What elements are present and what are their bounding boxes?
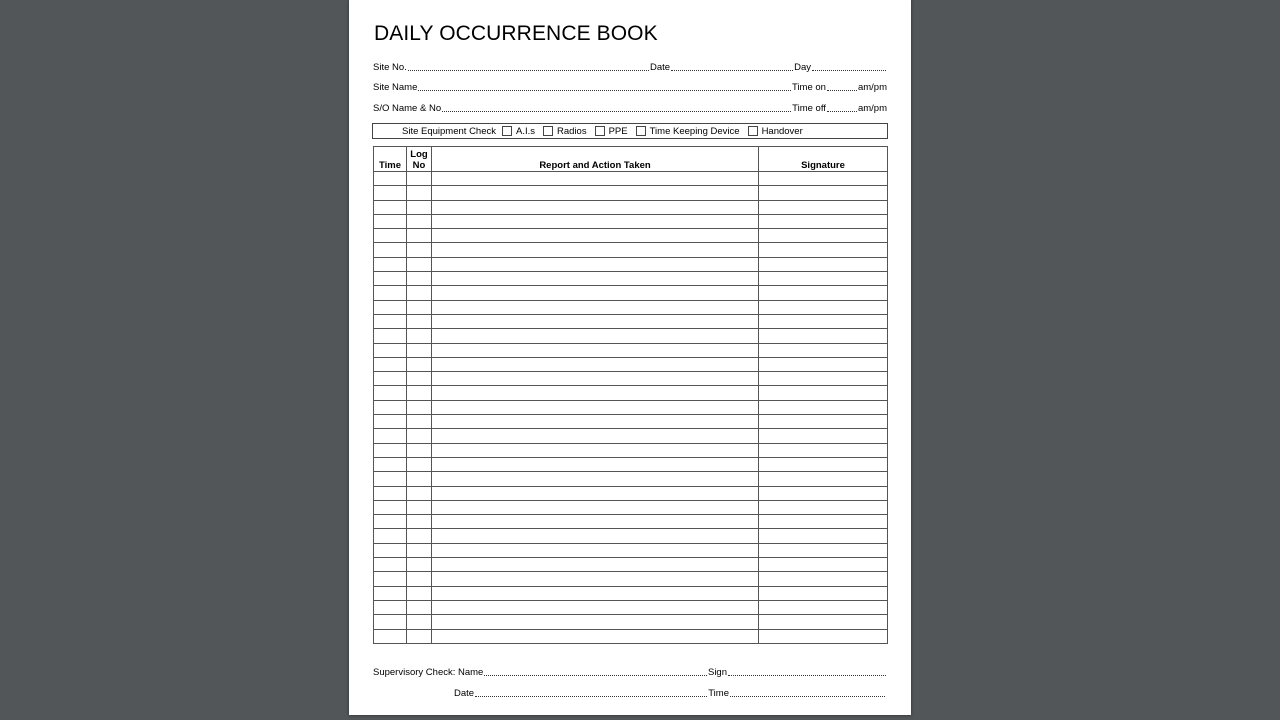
report-cell[interactable]: [432, 443, 759, 457]
table-row: [374, 272, 888, 286]
signature-cell[interactable]: [759, 329, 888, 343]
report-cell[interactable]: [432, 214, 759, 228]
checkbox-ppe[interactable]: [595, 126, 628, 137]
table-row: [374, 300, 888, 314]
report-cell[interactable]: [432, 300, 759, 314]
time-cell[interactable]: [374, 172, 407, 186]
log-no-cell[interactable]: [407, 486, 432, 500]
report-cell[interactable]: [432, 172, 759, 186]
header-signature: Signature: [759, 147, 888, 172]
table-row: [374, 229, 888, 243]
report-cell[interactable]: [432, 629, 759, 643]
signature-cell[interactable]: [759, 429, 888, 443]
report-cell[interactable]: [432, 486, 759, 500]
footer-time-field[interactable]: [730, 695, 885, 697]
site-no-label: Site No.: [373, 62, 407, 73]
time-cell[interactable]: [374, 472, 407, 486]
log-no-cell[interactable]: [407, 200, 432, 214]
signature-cell[interactable]: [759, 286, 888, 300]
document-page: [349, 0, 911, 715]
log-no-cell[interactable]: [407, 214, 432, 228]
time-on-ampm: am/pm: [857, 82, 887, 93]
report-cell[interactable]: [432, 272, 759, 286]
time-cell[interactable]: [374, 443, 407, 457]
log-no-cell[interactable]: [407, 386, 432, 400]
site-name-field[interactable]: [418, 89, 791, 91]
time-cell[interactable]: [374, 214, 407, 228]
time-cell[interactable]: [374, 572, 407, 586]
log-no-cell[interactable]: [407, 543, 432, 557]
checkbox-handover-label: Handover: [761, 125, 803, 137]
report-cell[interactable]: [432, 243, 759, 257]
table-row: [374, 172, 888, 186]
time-cell[interactable]: [374, 629, 407, 643]
signature-cell[interactable]: [759, 529, 888, 543]
table-row: [374, 515, 888, 529]
footer-date-field[interactable]: [475, 695, 707, 697]
report-cell[interactable]: [432, 229, 759, 243]
table-row: [374, 357, 888, 371]
site-no-row: [373, 61, 887, 73]
report-cell[interactable]: [432, 615, 759, 629]
table-body: [374, 172, 888, 644]
table-row: [374, 629, 888, 643]
report-cell[interactable]: [432, 257, 759, 271]
time-cell[interactable]: [374, 429, 407, 443]
report-cell[interactable]: [432, 472, 759, 486]
checkbox-icon[interactable]: [502, 126, 512, 136]
signature-cell[interactable]: [759, 443, 888, 457]
footer-time-label: Time: [708, 688, 729, 699]
site-name-row: [373, 81, 887, 93]
checkbox-radios[interactable]: [543, 126, 587, 137]
sign-label: Sign: [707, 667, 727, 678]
signature-cell[interactable]: [759, 572, 888, 586]
log-no-cell[interactable]: [407, 629, 432, 643]
time-cell[interactable]: [374, 500, 407, 514]
signature-cell[interactable]: [759, 415, 888, 429]
occurrence-log-table: [373, 146, 888, 644]
log-no-cell[interactable]: [407, 343, 432, 357]
table-row: [374, 615, 888, 629]
time-cell[interactable]: [374, 558, 407, 572]
log-no-cell[interactable]: [407, 229, 432, 243]
header-time: Time: [374, 147, 407, 172]
so-name-label: S/O Name & No: [373, 103, 442, 114]
signature-cell[interactable]: [759, 457, 888, 471]
signature-cell[interactable]: [759, 586, 888, 600]
log-no-cell[interactable]: [407, 372, 432, 386]
signature-cell[interactable]: [759, 343, 888, 357]
table-row: [374, 186, 888, 200]
header-log-no: Log No: [407, 147, 432, 172]
log-no-cell[interactable]: [407, 272, 432, 286]
signature-cell[interactable]: [759, 357, 888, 371]
time-cell[interactable]: [374, 272, 407, 286]
time-cell[interactable]: [374, 457, 407, 471]
signature-cell[interactable]: [759, 186, 888, 200]
equipment-check-box: [372, 123, 888, 139]
log-no-cell[interactable]: [407, 186, 432, 200]
table-row: [374, 214, 888, 228]
supervisor-name-field[interactable]: [484, 674, 707, 676]
report-cell[interactable]: [432, 400, 759, 414]
signature-cell[interactable]: [759, 272, 888, 286]
checkbox-ppe-label: PPE: [608, 125, 628, 137]
log-no-cell[interactable]: [407, 472, 432, 486]
checkbox-icon[interactable]: [543, 126, 553, 136]
time-cell[interactable]: [374, 257, 407, 271]
time-cell[interactable]: [374, 200, 407, 214]
table-row: [374, 543, 888, 557]
report-cell[interactable]: [432, 357, 759, 371]
log-no-cell[interactable]: [407, 300, 432, 314]
date-label: Date: [650, 62, 671, 73]
checkbox-time-keeping[interactable]: [636, 126, 740, 137]
table-row: [374, 372, 888, 386]
table-row: [374, 415, 888, 429]
checkbox-ais[interactable]: [502, 126, 535, 137]
signature-cell[interactable]: [759, 214, 888, 228]
table-row: [374, 400, 888, 414]
log-no-cell[interactable]: [407, 500, 432, 514]
site-no-field[interactable]: [408, 69, 649, 71]
report-cell[interactable]: [432, 186, 759, 200]
log-no-cell[interactable]: [407, 314, 432, 328]
table-row: [374, 443, 888, 457]
log-no-cell[interactable]: [407, 586, 432, 600]
log-no-cell[interactable]: [407, 243, 432, 257]
table-row: [374, 486, 888, 500]
table-header-row: [374, 147, 888, 172]
checkbox-handover[interactable]: [748, 126, 803, 137]
table-row: [374, 257, 888, 271]
time-cell[interactable]: [374, 186, 407, 200]
equipment-check-label: Site Equipment Check: [402, 125, 496, 137]
sign-field[interactable]: [728, 674, 886, 676]
log-no-cell[interactable]: [407, 357, 432, 371]
log-no-cell[interactable]: [407, 415, 432, 429]
log-no-cell[interactable]: [407, 457, 432, 471]
signature-cell[interactable]: [759, 372, 888, 386]
checkbox-ais-label: A.I.s: [516, 125, 536, 137]
log-no-cell[interactable]: [407, 400, 432, 414]
time-cell[interactable]: [374, 515, 407, 529]
report-cell[interactable]: [432, 515, 759, 529]
time-off-label: Time off: [792, 103, 826, 114]
report-cell[interactable]: [432, 429, 759, 443]
report-cell[interactable]: [432, 343, 759, 357]
time-cell[interactable]: [374, 314, 407, 328]
time-cell[interactable]: [374, 486, 407, 500]
log-no-cell[interactable]: [407, 600, 432, 614]
checkbox-time-keeping-label: Time Keeping Device: [649, 125, 740, 137]
checkbox-radios-label: Radios: [557, 125, 587, 137]
table-row: [374, 457, 888, 471]
table-row: [374, 600, 888, 614]
report-cell[interactable]: [432, 386, 759, 400]
day-label: Day: [794, 62, 811, 73]
report-cell[interactable]: [432, 286, 759, 300]
checkbox-icon[interactable]: [748, 126, 758, 136]
time-cell[interactable]: [374, 343, 407, 357]
signature-cell[interactable]: [759, 500, 888, 514]
table-row: [374, 200, 888, 214]
page-title: DAILY OCCURRENCE BOOK: [374, 22, 658, 45]
time-on-field[interactable]: [827, 89, 857, 91]
time-cell[interactable]: [374, 229, 407, 243]
time-off-ampm: am/pm: [857, 103, 887, 114]
signature-cell[interactable]: [759, 300, 888, 314]
signature-cell[interactable]: [759, 472, 888, 486]
table-row: [374, 343, 888, 357]
log-no-cell[interactable]: [407, 286, 432, 300]
signature-cell[interactable]: [759, 386, 888, 400]
signature-cell[interactable]: [759, 515, 888, 529]
table-row: [374, 586, 888, 600]
table-row: [374, 329, 888, 343]
time-cell[interactable]: [374, 586, 407, 600]
report-cell[interactable]: [432, 500, 759, 514]
log-no-cell[interactable]: [407, 529, 432, 543]
time-cell[interactable]: [374, 329, 407, 343]
report-cell[interactable]: [432, 586, 759, 600]
report-cell[interactable]: [432, 457, 759, 471]
supervisory-label: Supervisory Check: Name: [373, 667, 484, 678]
time-cell[interactable]: [374, 243, 407, 257]
report-cell[interactable]: [432, 600, 759, 614]
time-cell[interactable]: [374, 300, 407, 314]
footer-date-label: Date: [454, 688, 475, 699]
log-no-cell[interactable]: [407, 172, 432, 186]
table-row: [374, 529, 888, 543]
report-cell[interactable]: [432, 372, 759, 386]
table-row: [374, 472, 888, 486]
report-cell[interactable]: [432, 558, 759, 572]
signature-cell[interactable]: [759, 229, 888, 243]
report-cell[interactable]: [432, 329, 759, 343]
time-on-label: Time on: [791, 82, 826, 93]
time-cell[interactable]: [374, 400, 407, 414]
table-row: [374, 500, 888, 514]
time-cell[interactable]: [374, 372, 407, 386]
table-row: [374, 429, 888, 443]
signature-cell[interactable]: [759, 200, 888, 214]
time-cell[interactable]: [374, 615, 407, 629]
signature-cell[interactable]: [759, 615, 888, 629]
report-cell[interactable]: [432, 200, 759, 214]
log-no-cell[interactable]: [407, 257, 432, 271]
log-no-cell[interactable]: [407, 558, 432, 572]
report-cell[interactable]: [432, 543, 759, 557]
report-cell[interactable]: [432, 314, 759, 328]
table-row: [374, 386, 888, 400]
signature-cell[interactable]: [759, 543, 888, 557]
log-no-cell[interactable]: [407, 329, 432, 343]
log-no-cell[interactable]: [407, 443, 432, 457]
signature-cell[interactable]: [759, 486, 888, 500]
date-field[interactable]: [671, 69, 793, 71]
table-row: [374, 572, 888, 586]
signature-cell[interactable]: [759, 172, 888, 186]
log-no-cell[interactable]: [407, 572, 432, 586]
supervisory-row: [373, 666, 887, 678]
so-name-row: [373, 102, 887, 114]
signature-cell[interactable]: [759, 314, 888, 328]
report-cell[interactable]: [432, 572, 759, 586]
time-cell[interactable]: [374, 386, 407, 400]
site-name-label: Site Name: [373, 82, 418, 93]
supervisory-date-row: [454, 687, 886, 699]
signature-cell[interactable]: [759, 243, 888, 257]
signature-cell[interactable]: [759, 400, 888, 414]
signature-cell[interactable]: [759, 558, 888, 572]
time-cell[interactable]: [374, 286, 407, 300]
so-name-field[interactable]: [442, 110, 791, 112]
header-report: Report and Action Taken: [432, 147, 759, 172]
time-cell[interactable]: [374, 357, 407, 371]
log-no-cell[interactable]: [407, 515, 432, 529]
signature-cell[interactable]: [759, 257, 888, 271]
report-cell[interactable]: [432, 529, 759, 543]
signature-cell[interactable]: [759, 600, 888, 614]
checkbox-icon[interactable]: [595, 126, 605, 136]
table-row: [374, 314, 888, 328]
time-cell[interactable]: [374, 415, 407, 429]
table-row: [374, 243, 888, 257]
log-no-cell[interactable]: [407, 429, 432, 443]
log-no-cell[interactable]: [407, 615, 432, 629]
time-cell[interactable]: [374, 543, 407, 557]
time-cell[interactable]: [374, 600, 407, 614]
signature-cell[interactable]: [759, 629, 888, 643]
table-row: [374, 558, 888, 572]
report-cell[interactable]: [432, 415, 759, 429]
time-off-field[interactable]: [827, 110, 857, 112]
time-cell[interactable]: [374, 529, 407, 543]
day-field[interactable]: [812, 69, 886, 71]
table-row: [374, 286, 888, 300]
checkbox-icon[interactable]: [636, 126, 646, 136]
